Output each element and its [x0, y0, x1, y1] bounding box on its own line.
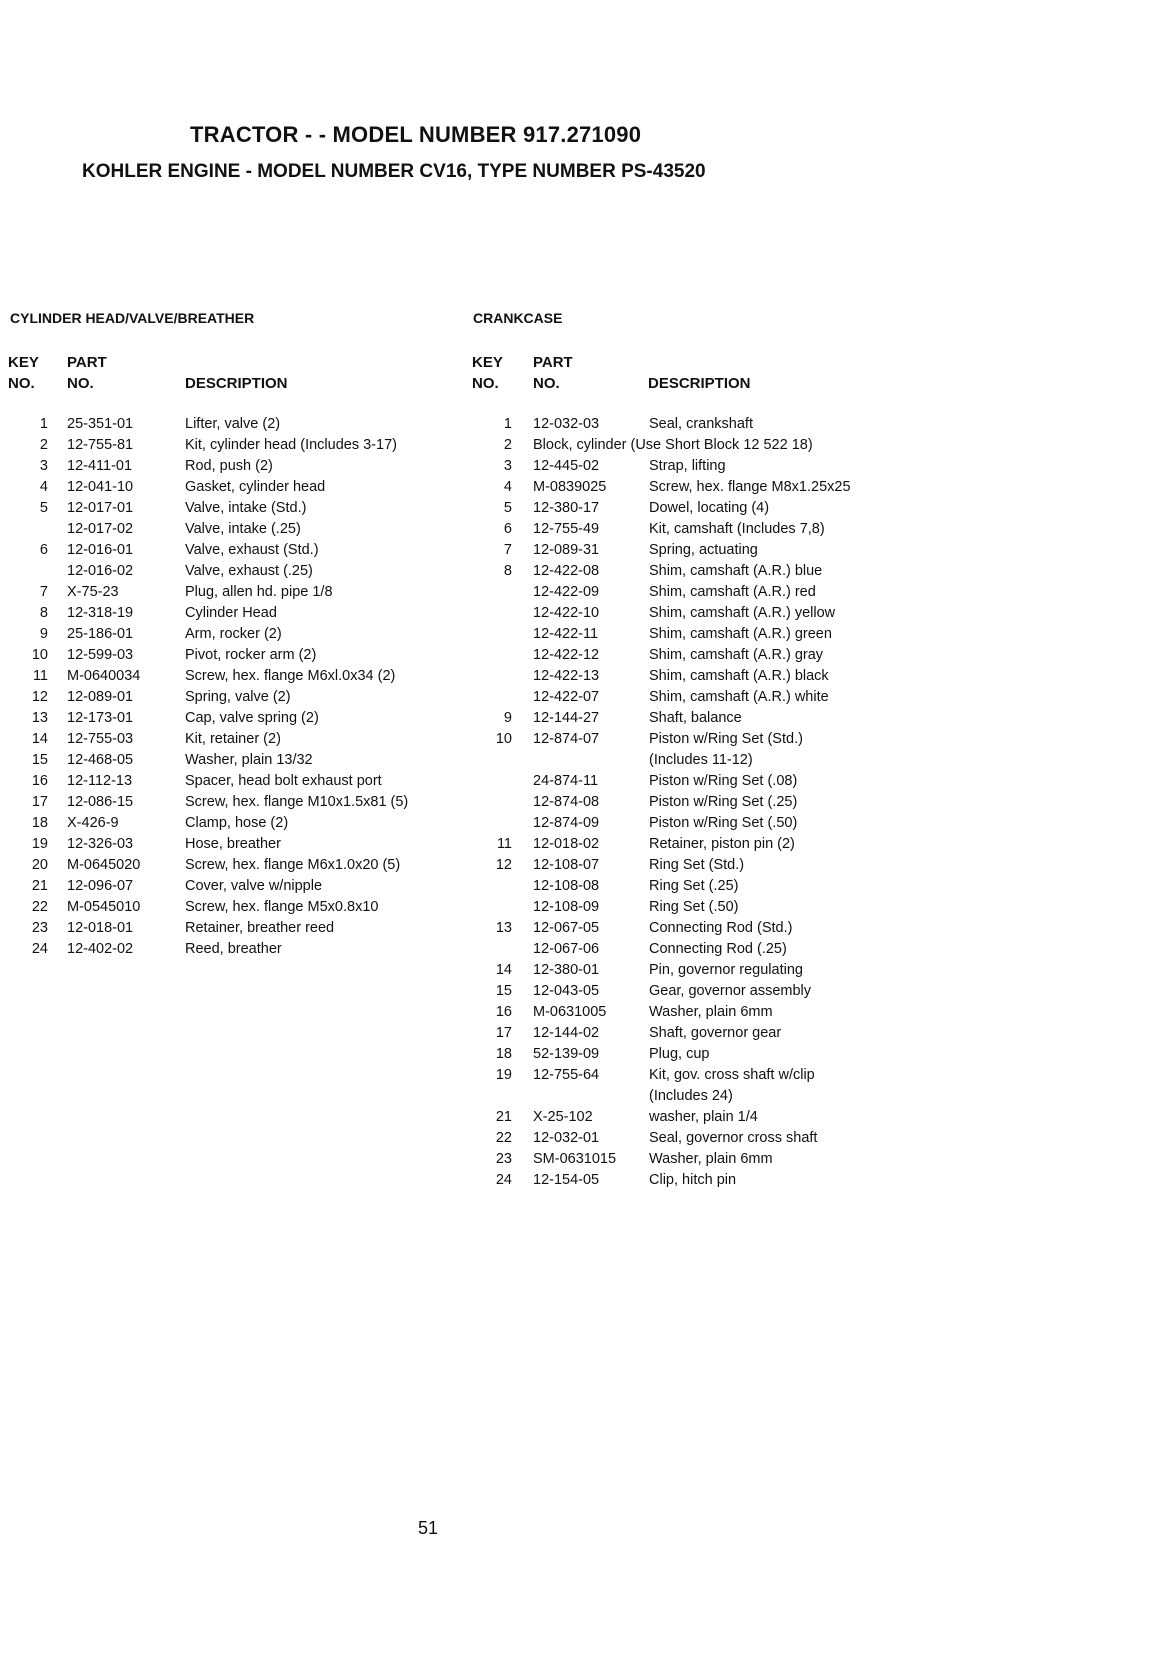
part-number: 12-874-08: [533, 794, 600, 810]
part-number: M-0545010: [67, 899, 141, 915]
section-title-cylinder-head: CYLINDER HEAD/VALVE/BREATHER: [10, 310, 255, 326]
parts-row: [0, 498, 900, 519]
part-description: Ring Set (.50): [649, 899, 739, 915]
parts-row: [0, 939, 900, 960]
key-number: 5: [503, 500, 512, 516]
key-number: 4: [503, 479, 512, 495]
part-description: Cap, valve spring (2): [185, 710, 319, 726]
parts-row: [0, 1023, 900, 1044]
part-description: Shaft, balance: [649, 710, 742, 726]
parts-row: [0, 876, 900, 897]
key-header: KEY NO.: [472, 354, 503, 392]
part-description: Screw, hex. flange M6xl.0x34 (2): [185, 668, 396, 684]
part-description: Retainer, piston pin (2): [649, 836, 795, 852]
part-description: Screw, hex. flange M8x1.25x25: [649, 479, 851, 495]
key-number: 21: [31, 878, 48, 894]
part-number: 12-755-03: [67, 731, 134, 747]
part-description: Valve, intake (.25): [185, 521, 301, 537]
part-number: 25-186-01: [67, 626, 134, 642]
part-description: washer, plain 1/4: [649, 1109, 758, 1125]
key-number: 15: [495, 983, 512, 999]
part-description: Valve, exhaust (.25): [185, 563, 313, 579]
part-number: 12-874-09: [533, 815, 600, 831]
part-number: 24-874-11: [533, 773, 599, 789]
parts-row: [0, 897, 900, 918]
part-number: 12-032-01: [533, 1130, 600, 1146]
part-number: 52-139-09: [533, 1046, 600, 1062]
parts-row: [0, 603, 900, 624]
part-number: 12-017-01: [67, 500, 134, 516]
part-description: Pin, governor regulating: [649, 962, 803, 978]
part-number: 12-016-01: [67, 542, 134, 558]
parts-row: [0, 792, 900, 813]
part-number: X-25-102: [533, 1109, 593, 1125]
part-number: Block, cylinder (Use Short Block 12 522 18): [533, 437, 813, 453]
parts-row: [0, 456, 900, 477]
parts-row: [0, 981, 900, 1002]
key-number: 2: [503, 437, 512, 453]
part-number: M-0839025: [533, 479, 607, 495]
key-number: 11: [32, 668, 48, 684]
key-number: 9: [39, 626, 48, 642]
part-number: 12-468-05: [67, 752, 134, 768]
part-description: Spacer, head bolt exhaust port: [185, 773, 382, 789]
part-description: Gear, governor assembly: [649, 983, 811, 999]
part-description: Cover, valve w/nipple: [185, 878, 323, 894]
key-number: 5: [39, 500, 48, 516]
part-description: Connecting Rod (.25): [649, 941, 787, 957]
part-number: 25-351-01: [67, 416, 134, 432]
key-number: 12: [495, 857, 512, 873]
part-number: 12-380-17: [533, 500, 600, 516]
part-description: Valve, intake (Std.): [185, 500, 307, 516]
part-description: Gasket, cylinder head: [185, 479, 326, 495]
parts-row: [0, 834, 900, 855]
part-number: 12-173-01: [67, 710, 134, 726]
parts-row: [0, 414, 900, 435]
key-number: 14: [495, 962, 512, 978]
part-description: Washer, plain 13/32: [185, 752, 313, 768]
part-description: Piston w/Ring Set (.50): [649, 815, 798, 831]
parts-row: [0, 771, 900, 792]
part-header: PART NO.: [533, 354, 573, 392]
part-description: Rod, push (2): [185, 458, 273, 474]
part-number: 12-108-09: [533, 899, 600, 915]
part-description: Piston w/Ring Set (.08): [649, 773, 798, 789]
part-number: 12-422-13: [533, 668, 600, 684]
part-description: (Includes 24): [649, 1088, 733, 1104]
key-header: KEY NO.: [8, 354, 39, 392]
part-number: M-0640034: [67, 668, 141, 684]
key-number: 14: [31, 731, 48, 747]
part-description: Dowel, locating (4): [649, 500, 770, 516]
part-description: Connecting Rod (Std.): [649, 920, 793, 936]
part-number: 12-318-19: [67, 605, 134, 621]
section-title-crankcase: CRANKCASE: [473, 310, 563, 326]
part-number: 12-755-64: [533, 1067, 600, 1083]
page-number: 51: [418, 1518, 439, 1538]
key-number: 8: [503, 563, 512, 579]
key-number: 15: [31, 752, 48, 768]
key-number: 4: [39, 479, 48, 495]
part-number: 12-108-07: [533, 857, 600, 873]
crankcase-parts-list: [0, 414, 900, 1191]
key-number: 24: [31, 941, 48, 957]
part-number: M-0645020: [67, 857, 141, 873]
parts-row: [0, 1107, 900, 1128]
part-number: 12-067-05: [533, 920, 600, 936]
part-number: 12-874-07: [533, 731, 600, 747]
parts-row: [0, 561, 900, 582]
part-number: 12-144-27: [533, 710, 600, 726]
description-header: DESCRIPTION: [185, 375, 288, 392]
parts-row: [0, 645, 900, 666]
part-description: Cylinder Head: [185, 605, 277, 621]
part-number: 12-016-02: [67, 563, 134, 579]
part-number: 12-017-02: [67, 521, 134, 537]
key-number: 17: [495, 1025, 512, 1041]
part-number: X-75-23: [67, 584, 119, 600]
part-description: Hose, breather: [185, 836, 281, 852]
part-number: SM-0631015: [533, 1151, 617, 1167]
part-number: 12-422-07: [533, 689, 600, 705]
parts-row: [0, 1044, 900, 1065]
part-description: Screw, hex. flange M5x0.8x10: [185, 899, 379, 915]
key-number: 6: [39, 542, 48, 558]
part-number: 12-422-10: [533, 605, 600, 621]
key-number: 23: [495, 1151, 512, 1167]
part-description: Screw, hex. flange M6x1.0x20 (5): [185, 857, 401, 873]
parts-row: [0, 1170, 900, 1191]
part-description: Ring Set (Std.): [649, 857, 745, 873]
part-number: 12-326-03: [67, 836, 134, 852]
parts-row: [0, 1149, 900, 1170]
part-number: 12-755-81: [67, 437, 134, 453]
part-number: 12-380-01: [533, 962, 600, 978]
part-number: 12-112-13: [67, 773, 133, 789]
part-description: Seal, governor cross shaft: [649, 1130, 818, 1146]
part-number: 12-018-02: [533, 836, 600, 852]
key-number: 21: [495, 1109, 512, 1125]
parts-row: [0, 708, 900, 729]
key-number: 16: [495, 1004, 512, 1020]
key-number: 10: [495, 731, 512, 747]
part-number: 12-144-02: [533, 1025, 600, 1041]
part-description: Kit, camshaft (Includes 7,8): [649, 521, 825, 537]
description-header: DESCRIPTION: [648, 375, 751, 392]
parts-row: [0, 960, 900, 981]
parts-row: [0, 855, 900, 876]
parts-row: [0, 519, 900, 540]
parts-row: [0, 687, 900, 708]
key-number: 20: [31, 857, 48, 873]
part-number: 12-041-10: [67, 479, 134, 495]
key-number: 3: [503, 458, 512, 474]
key-number: 8: [39, 605, 48, 621]
part-description: Shim, camshaft (A.R.) red: [649, 584, 816, 600]
part-description: Pivot, rocker arm (2): [185, 647, 317, 663]
key-number: 7: [39, 584, 48, 600]
parts-row: [0, 813, 900, 834]
part-description: Screw, hex. flange M10x1.5x81 (5): [185, 794, 409, 810]
part-description: Ring Set (.25): [649, 878, 739, 894]
part-number: M-0631005: [533, 1004, 607, 1020]
parts-row: [0, 540, 900, 561]
parts-row: [0, 1065, 900, 1086]
parts-row: [0, 477, 900, 498]
key-number: 18: [495, 1046, 512, 1062]
part-description: Spring, valve (2): [185, 689, 291, 705]
part-description: Arm, rocker (2): [185, 626, 282, 642]
part-description: Washer, plain 6mm: [649, 1004, 773, 1020]
part-description: Washer, plain 6mm: [649, 1151, 773, 1167]
part-number: 12-422-09: [533, 584, 600, 600]
parts-row: [0, 1086, 900, 1107]
part-number: X-426-9: [67, 815, 119, 831]
key-number: 13: [495, 920, 512, 936]
part-description: Clamp, hose (2): [185, 815, 289, 831]
part-description: Piston w/Ring Set (Std.): [649, 731, 803, 747]
part-description: Valve, exhaust (Std.): [185, 542, 319, 558]
part-number: 12-422-11: [533, 626, 599, 642]
part-number: 12-086-15: [67, 794, 134, 810]
parts-row: [0, 582, 900, 603]
part-number: 12-096-07: [67, 878, 134, 894]
key-number: 22: [495, 1130, 512, 1146]
key-number: 22: [31, 899, 48, 915]
part-description: Shim, camshaft (A.R.) white: [649, 689, 829, 705]
parts-row: [0, 918, 900, 939]
key-number: 2: [39, 437, 48, 453]
key-number: 19: [495, 1067, 512, 1083]
part-number: 12-402-02: [67, 941, 134, 957]
part-description: Lifter, valve (2): [185, 416, 281, 432]
part-number: 12-599-03: [67, 647, 134, 663]
part-description: (Includes 11-12): [649, 752, 753, 768]
parts-row: [0, 435, 900, 456]
part-description: Plug, allen hd. pipe 1/8: [185, 584, 333, 600]
part-description: Shim, camshaft (A.R.) black: [649, 668, 829, 684]
part-description: Shim, camshaft (A.R.) green: [649, 626, 832, 642]
part-number: 12-445-02: [533, 458, 600, 474]
key-number: 13: [31, 710, 48, 726]
key-number: 12: [31, 689, 48, 705]
key-number: 1: [503, 416, 512, 432]
part-number: 12-755-49: [533, 521, 600, 537]
part-description: Kit, gov. cross shaft w/clip: [649, 1067, 815, 1083]
part-number: 12-411-01: [67, 458, 133, 474]
key-number: 6: [503, 521, 512, 537]
key-number: 18: [31, 815, 48, 831]
part-description: Shim, camshaft (A.R.) blue: [649, 563, 823, 579]
part-number: 12-043-05: [533, 983, 600, 999]
part-description: Shim, camshaft (A.R.) yellow: [649, 605, 836, 621]
part-description: Shaft, governor gear: [649, 1025, 782, 1041]
parts-row: [0, 666, 900, 687]
parts-row: [0, 1002, 900, 1023]
part-description: Reed, breather: [185, 941, 282, 957]
key-number: 11: [496, 836, 512, 852]
part-description: Seal, crankshaft: [649, 416, 753, 432]
part-description: Spring, actuating: [649, 542, 758, 558]
part-header: PART NO.: [67, 354, 107, 392]
part-number: 12-422-12: [533, 647, 600, 663]
key-number: 23: [31, 920, 48, 936]
part-description: Kit, cylinder head (Includes 3-17): [185, 437, 397, 453]
part-description: Shim, camshaft (A.R.) gray: [649, 647, 824, 663]
key-number: 3: [39, 458, 48, 474]
key-number: 7: [503, 542, 512, 558]
parts-row: [0, 729, 900, 750]
part-number: 12-089-01: [67, 689, 134, 705]
key-number: 17: [31, 794, 48, 810]
part-description: Piston w/Ring Set (.25): [649, 794, 798, 810]
part-number: 12-422-08: [533, 563, 600, 579]
key-number: 24: [495, 1172, 512, 1188]
part-description: Strap, lifting: [649, 458, 726, 474]
part-description: Retainer, breather reed: [185, 920, 335, 936]
part-number: 12-018-01: [67, 920, 134, 936]
part-number: 12-108-08: [533, 878, 600, 894]
parts-row: [0, 1128, 900, 1149]
part-description: Plug, cup: [649, 1046, 710, 1062]
part-number: 12-154-05: [533, 1172, 600, 1188]
key-number: 10: [31, 647, 48, 663]
key-number: 19: [31, 836, 48, 852]
key-number: 1: [39, 416, 48, 432]
part-number: 12-032-03: [533, 416, 600, 432]
page-subtitle: KOHLER ENGINE - MODEL NUMBER CV16, TYPE NUMBER PS-43520: [82, 161, 706, 182]
page-title: TRACTOR - - MODEL NUMBER 917.271090: [190, 122, 642, 147]
key-number: 9: [503, 710, 512, 726]
part-description: Kit, retainer (2): [185, 731, 281, 747]
part-number: 12-089-31: [533, 542, 600, 558]
key-number: 16: [31, 773, 48, 789]
parts-row: [0, 750, 900, 771]
parts-row: [0, 624, 900, 645]
part-number: 12-067-06: [533, 941, 600, 957]
part-description: Clip, hitch pin: [649, 1172, 737, 1188]
